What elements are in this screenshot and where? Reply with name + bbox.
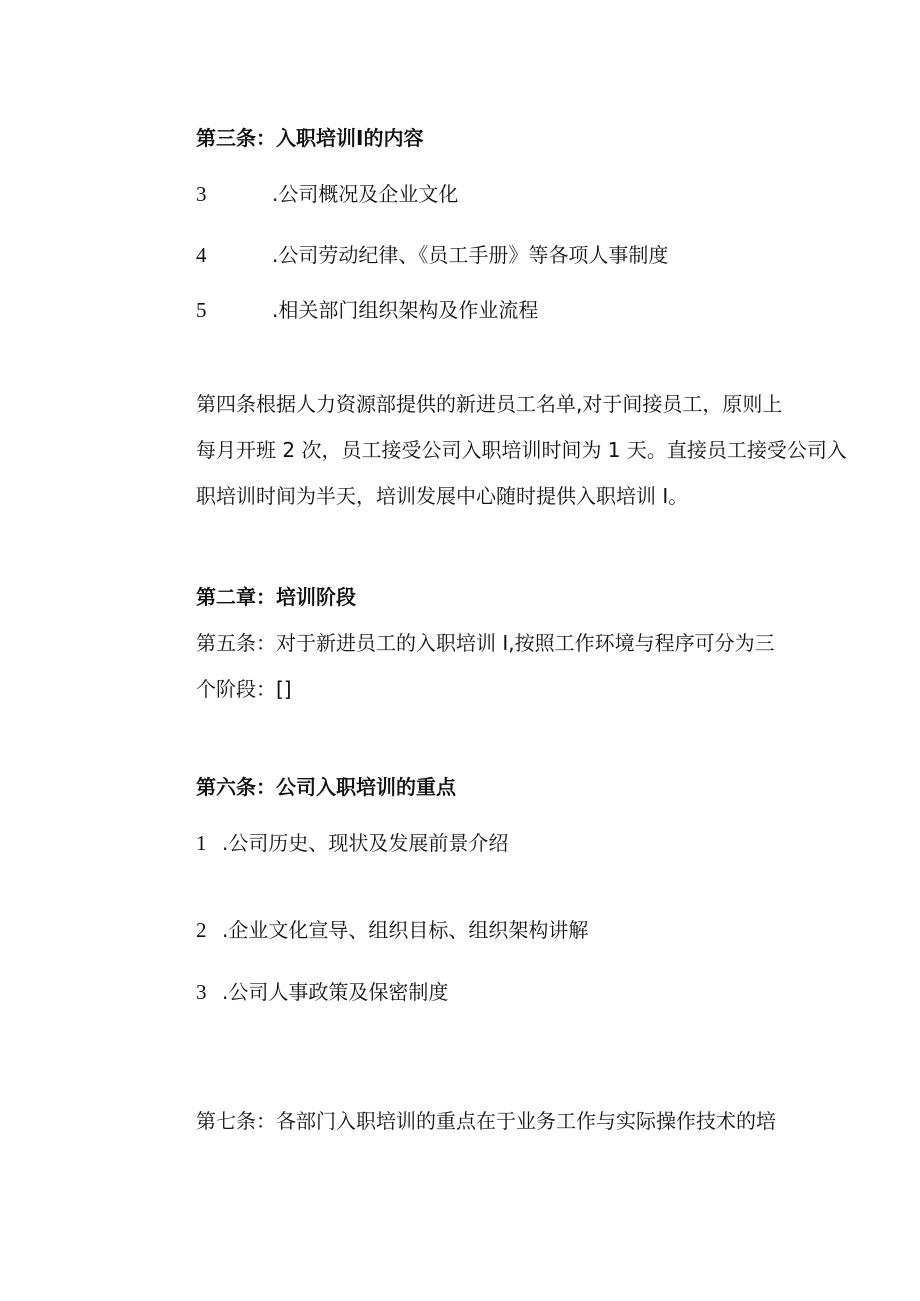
item-text: .企业文化宣导、组织目标、组织架构讲解 bbox=[222, 918, 589, 942]
item-text: .公司概况及企业文化 bbox=[272, 182, 459, 206]
item-number: 3 bbox=[196, 182, 207, 206]
article3-item-3 bbox=[196, 296, 538, 324]
item-number: 5 bbox=[196, 298, 207, 322]
item-text: .公司历史、现状及发展前景介绍 bbox=[222, 831, 509, 855]
article3-item-2 bbox=[196, 241, 668, 269]
item-number: 3 bbox=[196, 980, 207, 1004]
article4-paragraph bbox=[196, 381, 847, 519]
article4-line-1: 第四条根据人力资源部提供的新进员工名单,对于间接员工，原则上 bbox=[196, 392, 783, 416]
article5-paragraph bbox=[196, 620, 792, 712]
article7-line-1: 第七条：各部门入职培训的重点在于业务工作与实际操作技术的培 bbox=[196, 1109, 776, 1133]
article3-item-1 bbox=[196, 180, 458, 208]
article3-heading: 第三条：入职培训Ⅰ的内容 bbox=[196, 126, 424, 150]
item-number: 1 bbox=[196, 831, 207, 855]
article5-line-2: 个阶段：[] bbox=[196, 677, 292, 701]
article6-heading: 第六条：公司入职培训的重点 bbox=[196, 775, 456, 799]
article6-item-3 bbox=[196, 978, 448, 1006]
article5-line-1: 第五条：对于新进员工的入职培训 I,按照工作环境与程序可分为三 bbox=[196, 631, 775, 655]
item-text: .公司人事政策及保密制度 bbox=[222, 980, 449, 1004]
item-text: .相关部门组织架构及作业流程 bbox=[272, 298, 539, 322]
article6-item-1 bbox=[196, 829, 508, 857]
item-number: 4 bbox=[196, 243, 207, 267]
item-text: .公司劳动纪律、《员工手册》等各项人事制度 bbox=[272, 243, 669, 267]
article4-line-3: 职培训时间为半天，培训发展中心随时提供入职培训 I。 bbox=[196, 484, 689, 508]
article6-item-2 bbox=[196, 916, 588, 944]
item-number: 2 bbox=[196, 918, 207, 942]
chapter2-heading: 第二章：培训阶段 bbox=[196, 585, 356, 609]
article4-line-2: 每月开班 2 次，员工接受公司入职培训时间为 1 天。直接员工接受公司入 bbox=[196, 438, 847, 462]
